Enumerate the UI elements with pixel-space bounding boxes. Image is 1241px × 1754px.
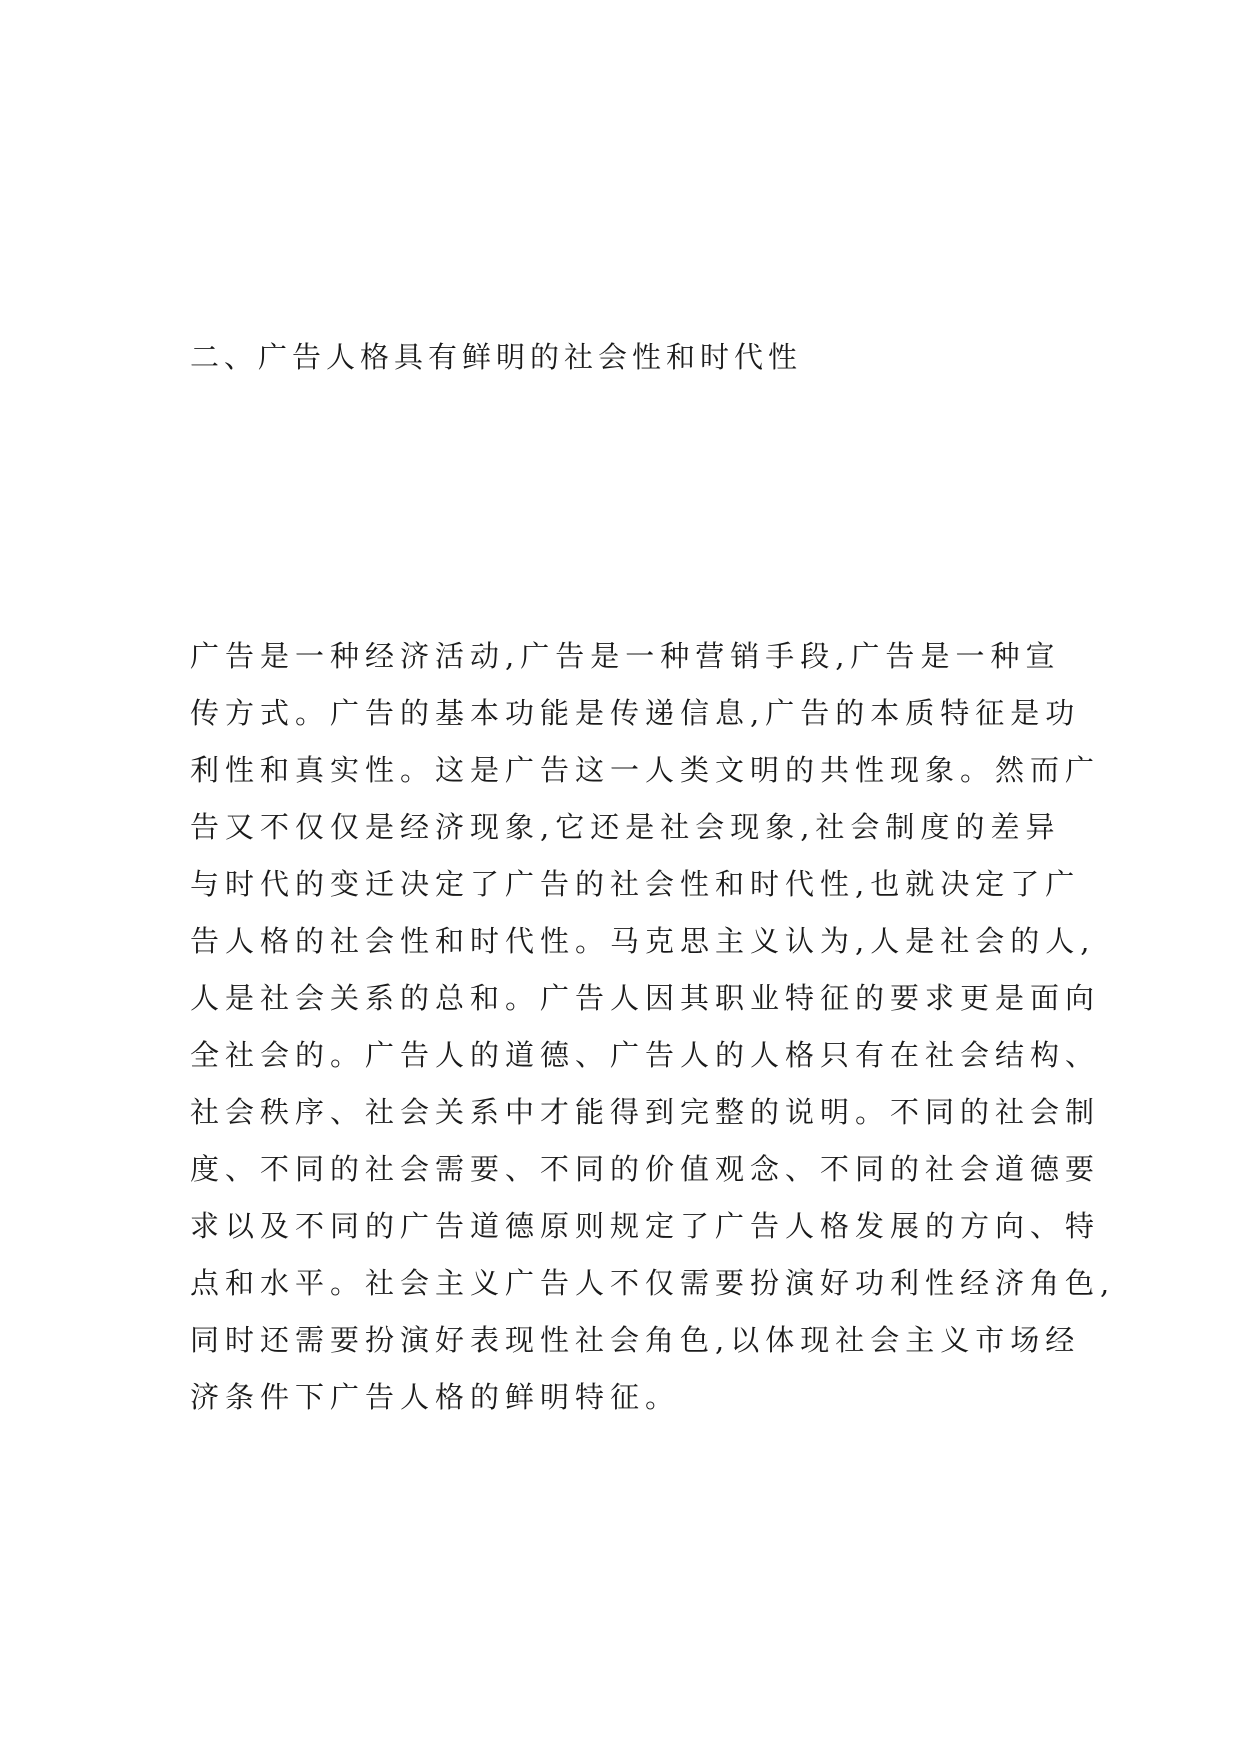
paragraph-line: 求以及不同的广告道德原则规定了广告人格发展的方向、特 <box>190 1209 1101 1243</box>
paragraph-line: 点和水平。社会主义广告人不仅需要扮演好功利性经济角色, <box>190 1266 1116 1300</box>
paragraph-line: 全社会的。广告人的道德、广告人的人格只有在社会结构、 <box>190 1038 1101 1072</box>
section-heading: 二、广告人格具有鲜明的社会性和时代性 <box>190 340 803 374</box>
paragraph-line: 度、不同的社会需要、不同的价值观念、不同的社会道德要 <box>190 1152 1101 1186</box>
paragraph-line: 与时代的变迁决定了广告的社会性和时代性,也就决定了广 <box>190 867 1081 901</box>
paragraph-line: 告人格的社会性和时代性。马克思主义认为,人是社会的人, <box>190 924 1096 958</box>
paragraph-line: 社会秩序、社会关系中才能得到完整的说明。不同的社会制 <box>190 1095 1101 1129</box>
paragraph-line: 告又不仅仅是经济现象,它还是社会现象,社会制度的差异 <box>190 810 1061 844</box>
paragraph-line: 传方式。广告的基本功能是传递信息,广告的本质特征是功 <box>190 696 1081 730</box>
paragraph-line: 人是社会关系的总和。广告人因其职业特征的要求更是面向 <box>190 981 1101 1015</box>
body-paragraph <box>190 628 1116 1426</box>
paragraph-line: 同时还需要扮演好表现性社会角色,以体现社会主义市场经 <box>190 1323 1081 1357</box>
paragraph-line: 利性和真实性。这是广告这一人类文明的共性现象。然而广 <box>190 753 1101 787</box>
paragraph-line: 广告是一种经济活动,广告是一种营销手段,广告是一种宣 <box>190 639 1061 673</box>
paragraph-line: 济条件下广告人格的鲜明特征。 <box>190 1380 681 1414</box>
